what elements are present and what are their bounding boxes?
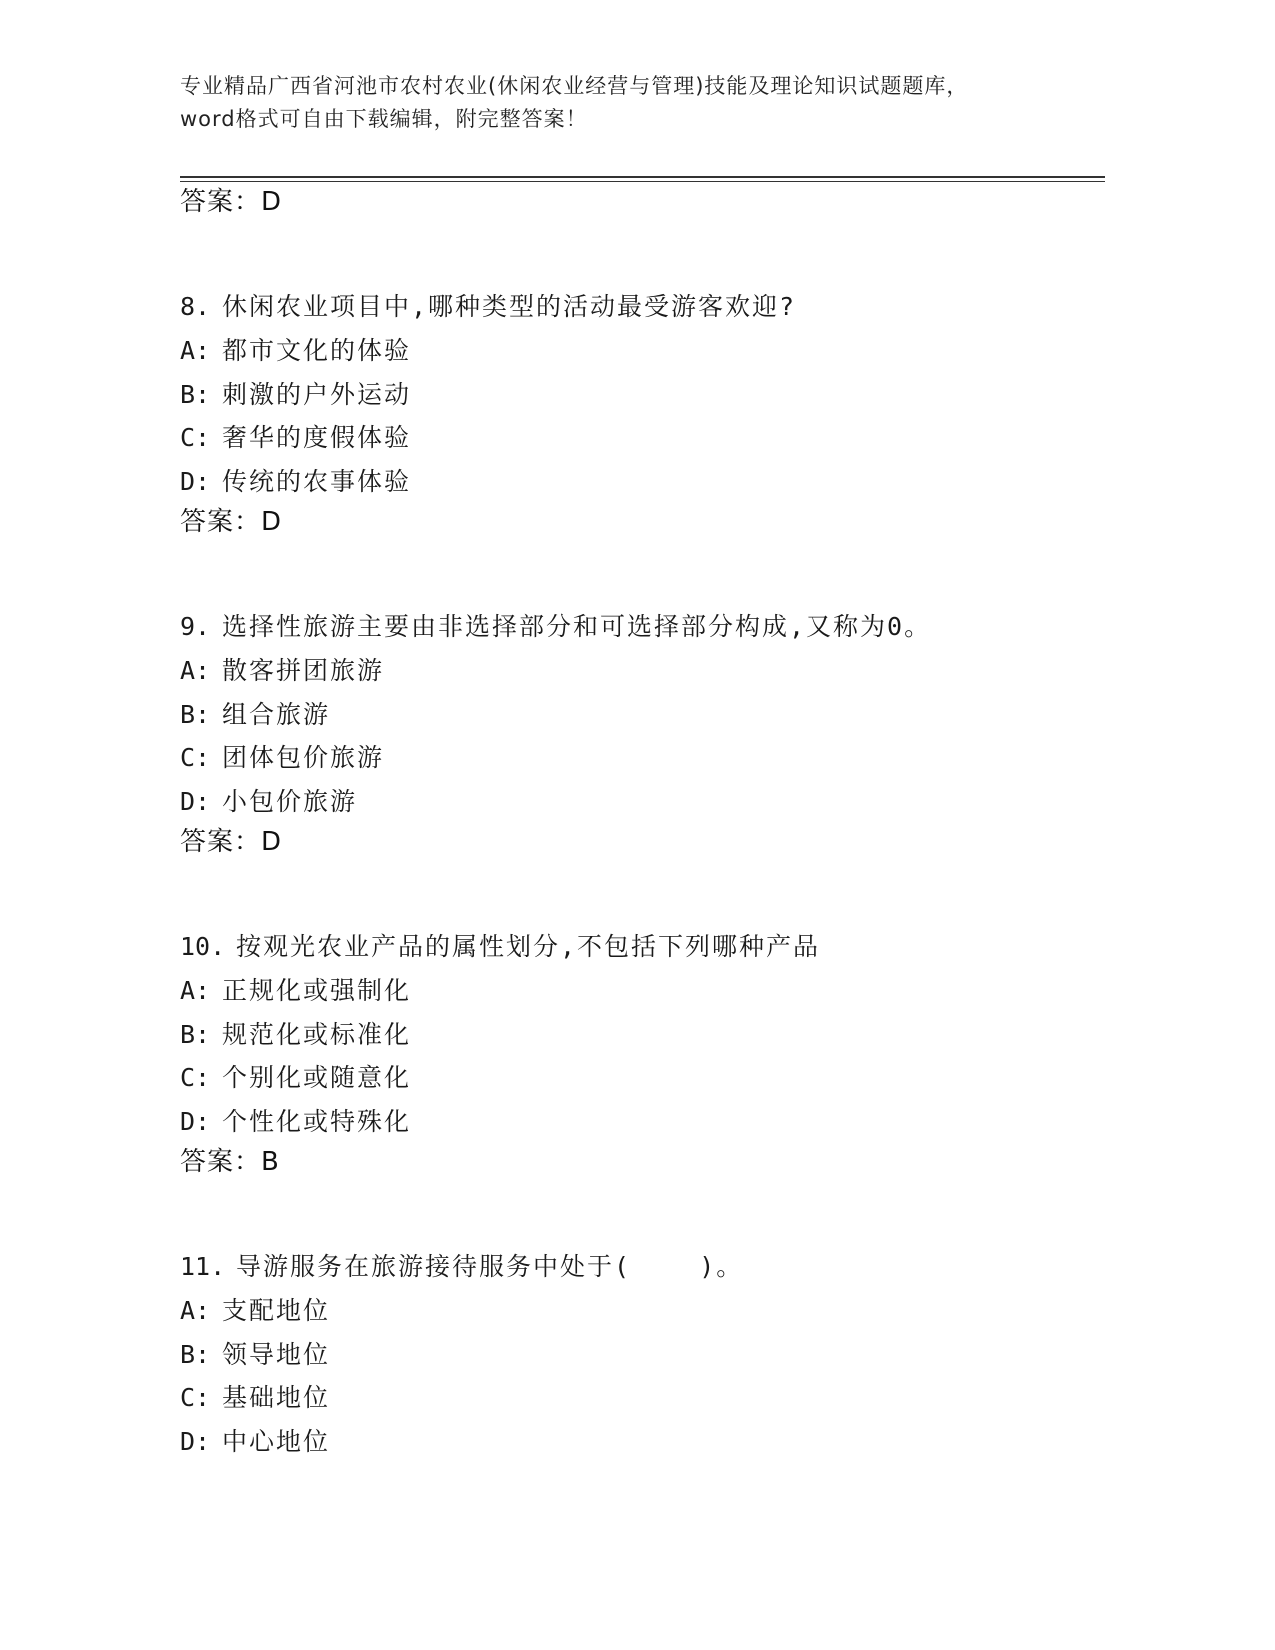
- option-text: 小包价旅游: [222, 786, 358, 816]
- option-text: 规范化或标准化: [222, 1019, 412, 1049]
- option-a: [180, 649, 1120, 693]
- option-b: [180, 1333, 1120, 1377]
- header-divider-thick: [180, 176, 1105, 178]
- question-list: [180, 183, 1120, 1463]
- question-number: 9.: [180, 612, 211, 641]
- answer-label: 答案：: [180, 187, 262, 217]
- option-text: 传统的农事体验: [222, 466, 412, 496]
- option-c: [180, 416, 1120, 460]
- option-text: 组合旅游: [222, 699, 331, 729]
- answer-value: D: [261, 827, 283, 857]
- option-letter: C:: [180, 743, 211, 772]
- option-d: [180, 1100, 1120, 1144]
- option-letter: C:: [180, 1063, 211, 1092]
- answer-label: 答案：: [180, 507, 262, 537]
- answer-value: B: [261, 1147, 280, 1177]
- question-text: [180, 605, 1120, 649]
- option-letter: D:: [180, 1106, 211, 1136]
- option-b: [180, 373, 1120, 417]
- option-letter: A:: [180, 336, 211, 365]
- header-title-line-1: 专业精品广西省河池市农村农业(休闲农业经营与管理)技能及理论知识试题题库，: [180, 74, 969, 98]
- option-letter: C:: [180, 423, 211, 452]
- option-d: [180, 460, 1120, 504]
- option-letter: D:: [180, 1426, 211, 1456]
- option-b: [180, 693, 1120, 737]
- question-11: [180, 1245, 1120, 1463]
- option-letter: A:: [180, 656, 211, 685]
- option-d: [180, 780, 1120, 824]
- option-letter: B:: [180, 699, 211, 729]
- option-letter: C:: [180, 1383, 211, 1412]
- option-text: 个性化或特殊化: [222, 1106, 412, 1136]
- question-number: 10.: [180, 932, 226, 961]
- option-letter: B:: [180, 379, 211, 409]
- option-a: [180, 1289, 1120, 1333]
- option-text: 刺激的户外运动: [222, 379, 412, 409]
- document-header: [180, 70, 1130, 136]
- question-answer: [180, 823, 1120, 861]
- answer-value: D: [261, 507, 283, 537]
- previous-question-answer: [180, 183, 1120, 221]
- answer-label: 答案：: [180, 827, 262, 857]
- option-text: 奢华的度假体验: [222, 423, 412, 452]
- option-d: [180, 1420, 1120, 1464]
- question-stem: 选择性旅游主要由非选择部分和可选择部分构成,又称为0。: [222, 612, 932, 641]
- answer-label: 答案：: [180, 1147, 262, 1177]
- option-text: 基础地位: [222, 1383, 331, 1412]
- question-answer: [180, 503, 1120, 541]
- option-letter: B:: [180, 1339, 211, 1369]
- question-number: 8.: [180, 292, 211, 321]
- header-title-line-2: word格式可自由下载编辑，附完整答案！: [180, 107, 588, 131]
- option-letter: B:: [180, 1019, 211, 1049]
- question-stem: 导游服务在旅游接待服务中处于( )。: [236, 1252, 744, 1281]
- question-text: [180, 925, 1120, 969]
- question-stem: 按观光农业产品的属性划分,不包括下列哪种产品: [236, 932, 821, 961]
- option-letter: D:: [180, 786, 211, 816]
- question-answer: [180, 1143, 1120, 1181]
- option-letter: A:: [180, 1296, 211, 1325]
- option-text: 都市文化的体验: [222, 336, 412, 365]
- option-text: 团体包价旅游: [222, 743, 385, 772]
- question-8: [180, 285, 1120, 541]
- question-number: 11.: [180, 1252, 226, 1281]
- option-text: 领导地位: [222, 1339, 331, 1369]
- question-stem: 休闲农业项目中,哪种类型的活动最受游客欢迎?: [222, 292, 797, 321]
- option-letter: A:: [180, 976, 211, 1005]
- option-text: 个别化或随意化: [222, 1063, 412, 1092]
- question-10: [180, 925, 1120, 1181]
- option-a: [180, 969, 1120, 1013]
- option-a: [180, 329, 1120, 373]
- option-c: [180, 1376, 1120, 1420]
- option-text: 支配地位: [222, 1296, 331, 1325]
- option-text: 中心地位: [222, 1426, 331, 1456]
- header-divider-thin: [180, 181, 1105, 182]
- option-text: 散客拼团旅游: [222, 656, 385, 685]
- question-text: [180, 285, 1120, 329]
- option-c: [180, 736, 1120, 780]
- question-text: [180, 1245, 1120, 1289]
- option-letter: D:: [180, 466, 211, 496]
- option-text: 正规化或强制化: [222, 976, 412, 1005]
- option-c: [180, 1056, 1120, 1100]
- question-9: [180, 605, 1120, 861]
- option-b: [180, 1013, 1120, 1057]
- answer-value: D: [261, 187, 283, 217]
